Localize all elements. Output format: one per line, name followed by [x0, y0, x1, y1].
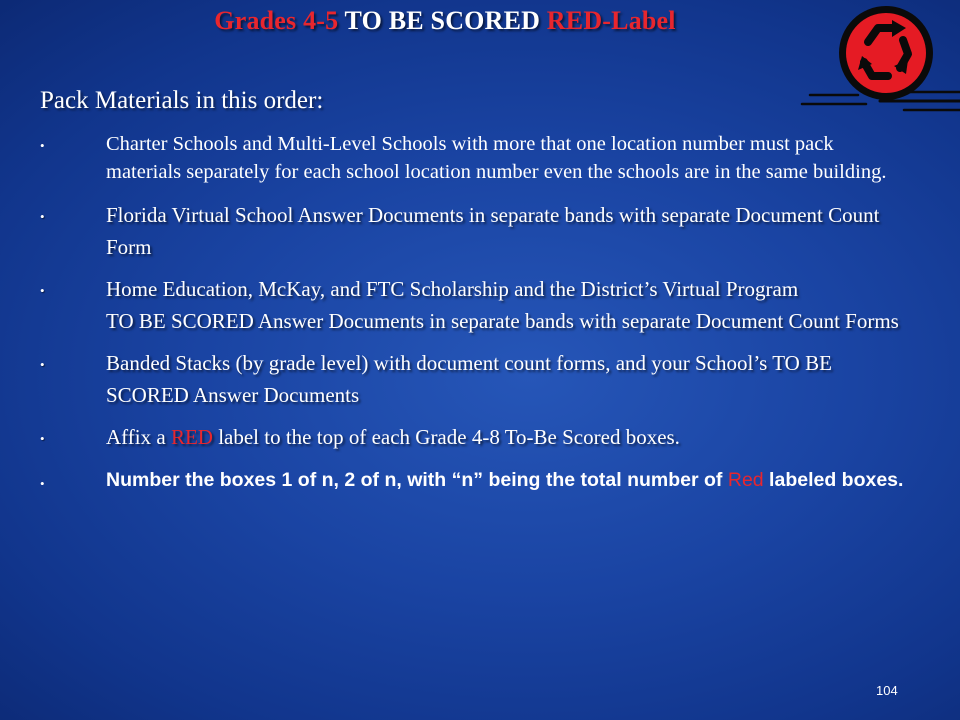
bullet-text-red: RED	[170, 425, 213, 449]
bullet-affix-red-label	[40, 421, 910, 453]
title-grades: Grades 4-5	[214, 6, 339, 35]
bullet-text-pre: Number the boxes 1 of n, 2 of n, with “n” being the total number of	[106, 469, 728, 491]
bullet-text-line2: TO BE SCORED Answer Documents in separate bands with separate Document Count Forms	[106, 309, 899, 333]
subtitle: Pack Materials in this order:	[40, 87, 324, 114]
bullet-dot: •	[40, 357, 45, 372]
bullet-text: Florida Virtual School Answer Documents in separate bands with separate Document Count Form	[106, 203, 880, 259]
bullet-florida-virtual	[40, 199, 910, 263]
bullet-banded-stacks	[40, 347, 910, 411]
bullet-list	[40, 130, 910, 507]
bullet-dot: •	[40, 283, 45, 298]
bullet-dot: •	[40, 476, 45, 491]
page-number: 104	[876, 683, 898, 698]
bullet-text: Banded Stacks (by grade level) with document count forms, and your School’s TO BE SCORED Answer Documents	[106, 351, 832, 407]
bullet-dot: •	[40, 138, 45, 153]
bullet-text-post: label to the top of each Grade 4-8 To-Be Scored boxes.	[212, 425, 680, 449]
recycle-icon	[796, 0, 960, 120]
slide-title	[0, 6, 890, 36]
bullet-charter-schools	[40, 130, 910, 186]
bullet-text: Charter Schools and Multi-Level Schools with more that one location number must pack materials separately for each school location number even the schools are in the same building.	[106, 133, 887, 183]
bullet-dot: •	[40, 431, 45, 446]
title-red-label: RED-Label	[546, 6, 676, 35]
bullet-text-line1: Home Education, McKay, and FTC Scholarship and the District’s Virtual Program	[106, 277, 799, 301]
title-to-be-scored: TO BE SCORED	[338, 6, 547, 35]
bullet-text-post: labeled boxes.	[763, 469, 904, 491]
bullet-text-pre: Affix a	[106, 425, 171, 449]
bullet-number-boxes	[40, 463, 910, 497]
bullet-text-red: Red	[727, 469, 764, 491]
bullet-dot: •	[40, 209, 45, 224]
bullet-home-education	[40, 273, 910, 337]
